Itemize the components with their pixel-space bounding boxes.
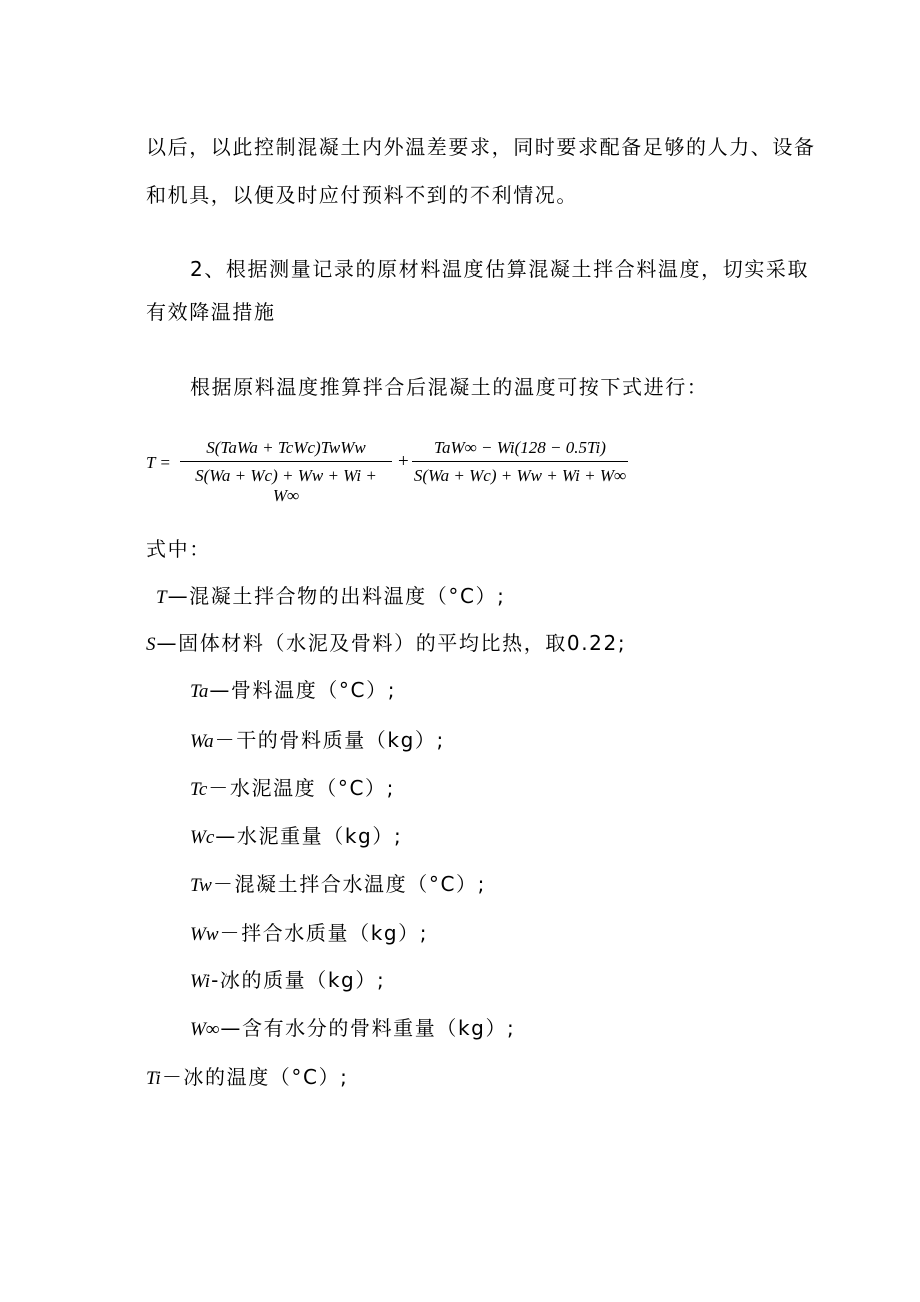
definition-text: －水泥温度（°C）; — [208, 776, 395, 800]
formula-fraction-2 — [412, 438, 628, 486]
formula-denominator-2: S(Wa + Wc) + Ww + Wi + W∞ — [413, 466, 627, 485]
formula-numerator-2: TaW∞ − Wi(128 − 0.5Ti) — [412, 438, 628, 462]
formula-denominator-1: S(Wa + Wc) + Ww + Wi + W∞ — [195, 466, 377, 505]
definition-symbol: S — [146, 634, 156, 655]
formula-numerator-1: S(TaWa + TcWc)TwWw — [180, 438, 392, 462]
definition-text: —水泥重量（kg）; — [215, 824, 403, 848]
paragraph-line: 2、根据测量记录的原材料温度估算混凝土拌合料温度，切实采取 — [190, 257, 810, 281]
definition-text: －拌合水质量（kg）; — [219, 921, 429, 945]
definition-item — [190, 967, 385, 995]
definition-text: —含有水分的骨料重量（kg）; — [220, 1016, 516, 1040]
definition-item — [146, 630, 626, 658]
definition-text: —混凝土拌合物的出料温度（°C）; — [167, 584, 506, 608]
definition-symbol: Wc — [190, 827, 215, 848]
definition-item — [190, 1015, 515, 1043]
paragraph-line: 以后，以此控制混凝土内外温差要求，同时要求配备足够的人力、设备 — [146, 135, 816, 159]
definition-symbol: Tc — [190, 779, 208, 800]
definition-item — [190, 920, 428, 948]
definition-symbol: Ww — [190, 924, 219, 945]
definition-symbol: Ti — [146, 1068, 161, 1089]
paragraph-line: 和机具，以便及时应付预料不到的不利情况。 — [146, 183, 578, 207]
definition-item — [190, 871, 486, 899]
definition-text: －冰的温度（°C）; — [161, 1065, 349, 1089]
definition-text: -冰的质量（kg）; — [211, 968, 386, 992]
definition-text: －干的骨料质量（kg）; — [214, 728, 445, 752]
definition-item — [190, 677, 396, 705]
definition-symbol: Tw — [190, 875, 212, 896]
definition-item — [190, 823, 402, 851]
paragraph-line: 根据原料温度推算拌合后混凝土的温度可按下式进行： — [190, 375, 709, 399]
definition-symbol: Ta — [190, 681, 209, 702]
definition-text: —固体材料（水泥及骨料）的平均比热，取0.22; — [156, 631, 627, 655]
definition-item — [146, 1064, 349, 1092]
where-label: 式中： — [146, 537, 211, 561]
definition-symbol: T — [156, 587, 167, 608]
definition-symbol: Wa — [190, 731, 214, 752]
definition-text: －混凝土拌合水温度（°C）; — [212, 872, 486, 896]
formula-lhs: T = — [146, 453, 171, 472]
definition-item — [190, 727, 445, 755]
formula-fraction-1 — [180, 438, 392, 506]
formula-plus: + — [398, 451, 409, 472]
definition-item — [190, 775, 395, 803]
definition-symbol: Wi — [190, 971, 211, 992]
definition-item — [156, 583, 505, 611]
temperature-formula — [146, 438, 666, 505]
definition-symbol: W∞ — [190, 1019, 220, 1040]
paragraph-line: 有效降温措施 — [146, 300, 276, 324]
definition-text: —骨料温度（°C）; — [209, 678, 397, 702]
